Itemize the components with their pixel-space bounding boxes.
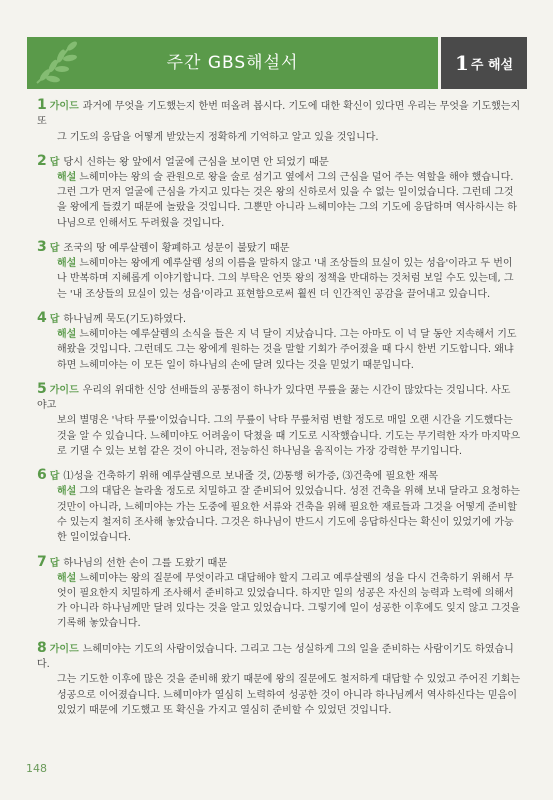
page-number: 148	[26, 762, 47, 775]
item-number: 1	[37, 97, 47, 113]
page-title: 주간 GBS해설서	[166, 53, 299, 73]
explanation-text: 느헤미야는 예루살렘의 소식을 들은 지 넉 달이 지났습니다. 그는 아마도 이 넉 달 동안 지속해서 기도해왔을 것입니다. 그런데도 그는 왕에게 원하는 것을 말할 기회가 주어졌을 때 다시 한번 기도합니다. 왜냐하면 느헤미야는 이 모든 일이 하나님의 손에 달려 있다는 것을 믿었기 때문입니다.	[57, 328, 517, 371]
answer-text: 하나님의 선한 손이 그를 도왔기 때문	[63, 557, 228, 569]
explanation-label: 해설	[57, 486, 77, 498]
week-label: 주 해설	[470, 57, 514, 73]
list-item	[37, 240, 522, 302]
answer-text: 하나님께 묵도(기도)하였다.	[63, 313, 187, 325]
explanation-text: 그의 대답은 놀라울 정도로 치밀하고 잘 준비되어 있었습니다. 성전 건축을 위해 보내 달라고 요청하는 것만이 아니라, 느헤미야는 가는 도중에 필요한 서류와 건축을 위해 필요한 재료들과 그것을 어떻게 준비할 수 있는지 철저히 조사해 놓았습니다. 그것은 하나님이 반드시 기도에 응답하신다는 확신이 있었기에 가능한 일이었습니다.	[57, 486, 520, 544]
item-number: 3	[37, 239, 47, 256]
item-number: 2	[37, 152, 47, 169]
guide-text: 느헤미야는 기도의 사람이었습니다. 그리고 그는 성실하게 그의 일을 준비하는 사람이기도 하였습니다.	[37, 643, 514, 671]
list-item	[37, 98, 522, 145]
guide-text: 과거에 무엇을 기도했는지 한번 떠올려 봅시다. 기도에 대한 확신이 있다면 우리는 무엇을 기도했는지 또	[37, 101, 521, 128]
header-bar	[27, 37, 438, 89]
item-tag: 가이드	[49, 384, 79, 396]
guide-text-cont: 그는 기도한 이후에 많은 것을 준비해 왔기 때문에 왕의 질문에도 철저하게 대답할 수 있었고 주어진 기회는 성공으로 이어졌습니다. 느헤미야가 열심히 노력하여 성공한 것이 아니라 하나님께서 역사하신다는 믿음이 있었기 때문에 기도했고 또 확신을 가지고 열심히 준비할 수 있었던 것입니다.	[57, 674, 521, 716]
explanation-text: 느헤미야는 왕의 질문에 무엇이라고 대답해야 할지 그리고 예루살렘의 성을 다시 건축하기 위해서 무엇이 필요한지 치밀하게 조사해서 준비하고 있었습니다. 하지만 일의 성공은 자신의 능력과 노력에 의해서가 아니라 하나님께만 달려 있다는 것을 알고 있었습니다. 그렇기에 일이 성공한 이후에도 잊지 않고 그것을 기록해 놓았습니다.	[57, 572, 521, 630]
item-number: 7	[37, 553, 47, 570]
item-tag: 답	[49, 243, 60, 255]
list-item	[37, 555, 522, 632]
item-number: 6	[37, 467, 47, 484]
week-badge	[441, 37, 527, 89]
commentary-list	[37, 98, 522, 727]
explanation-label: 해설	[57, 572, 77, 584]
guide-text-cont: 보의 별명은 '낙타 무릎'이었습니다. 그의 무릎이 낙타 무릎처럼 변할 정도로 매일 오랜 시간을 기도했다는 것을 알 수 있습니다. 느헤미야도 어려움이 닥쳤을 때 기도로 시작했습니다. 기도는 무기력한 자가 마지막으로 기댈 수 있는 보험 같은 것이 아니라, 전능하신 하나님을 움직이는 가장 강력한 무기입니다.	[57, 415, 521, 458]
item-tag: 답	[49, 471, 60, 483]
item-tag: 가이드	[49, 643, 79, 655]
item-tag: 답	[49, 557, 60, 569]
answer-text: 조국의 땅 예루살렘이 황폐하고 성문이 불탔기 때문	[63, 243, 290, 255]
list-item	[37, 154, 522, 231]
item-number: 4	[37, 309, 47, 326]
answer-text: 당시 신하는 왕 앞에서 얼굴에 근심을 보이면 안 되었기 때문	[63, 156, 329, 168]
explanation-label: 해설	[57, 328, 77, 340]
item-tag: 가이드	[49, 101, 79, 112]
item-tag: 답	[49, 313, 60, 325]
explanation-label: 해설	[57, 258, 77, 270]
list-item	[37, 468, 522, 545]
guide-text-cont: 그 기도의 응답을 어떻게 받았는지 정확하게 기억하고 알고 있을 것입니다.	[57, 131, 379, 143]
page-header	[27, 37, 527, 89]
explanation-text: 느헤미야는 왕에게 예루살렘 성의 이름을 말하지 않고 '내 조상들의 묘실이 있는 성읍'이라고 두 번이나 반복하며 지혜롭게 이야기합니다. 그의 부탁은 언뜻 왕의 정책을 반대하는 것처럼 보일 수도 있는데, 그는 '내 조상들의 묘실이 있는 성읍'이라고 표현함으로써 훨씬 더 인간적인 공감을 끌어내고 있습니다.	[57, 258, 514, 300]
week-number: 1	[454, 51, 469, 75]
item-number: 8	[37, 639, 47, 656]
item-number: 5	[37, 380, 47, 397]
guide-text: 우리의 위대한 신앙 선배들의 공통점이 하나가 있다면 무릎을 꿇는 시간이 많았다는 것입니다. 사도 야고	[37, 384, 511, 412]
explanation-label: 해설	[57, 171, 77, 183]
list-item	[37, 311, 522, 373]
list-item	[37, 382, 522, 459]
answer-text: ⑴성을 건축하기 위해 예루살렘으로 보내줄 것, ⑵통행 허가증, ⑶건축에 필요한 재목	[63, 471, 438, 483]
item-tag: 답	[49, 156, 60, 168]
explanation-text: 느헤미야는 왕의 술 관원으로 왕을 술로 섬기고 옆에서 그의 근심을 덜어 주는 역할을 해야 했습니다. 그런 그가 먼저 얼굴에 근심을 가지고 있다는 것은 왕의 신하로서 있을 수 없는 일이었습니다. 그런데 그것을 왕에게 들켰기 때문에 놀랐을 것입니다. 그뿐만 아니라 느헤미야는 그의 기도에 응답하며 역사하시는 하나님으로 인해서도 두려웠을 것입니다.	[57, 171, 517, 229]
list-item	[37, 641, 522, 718]
